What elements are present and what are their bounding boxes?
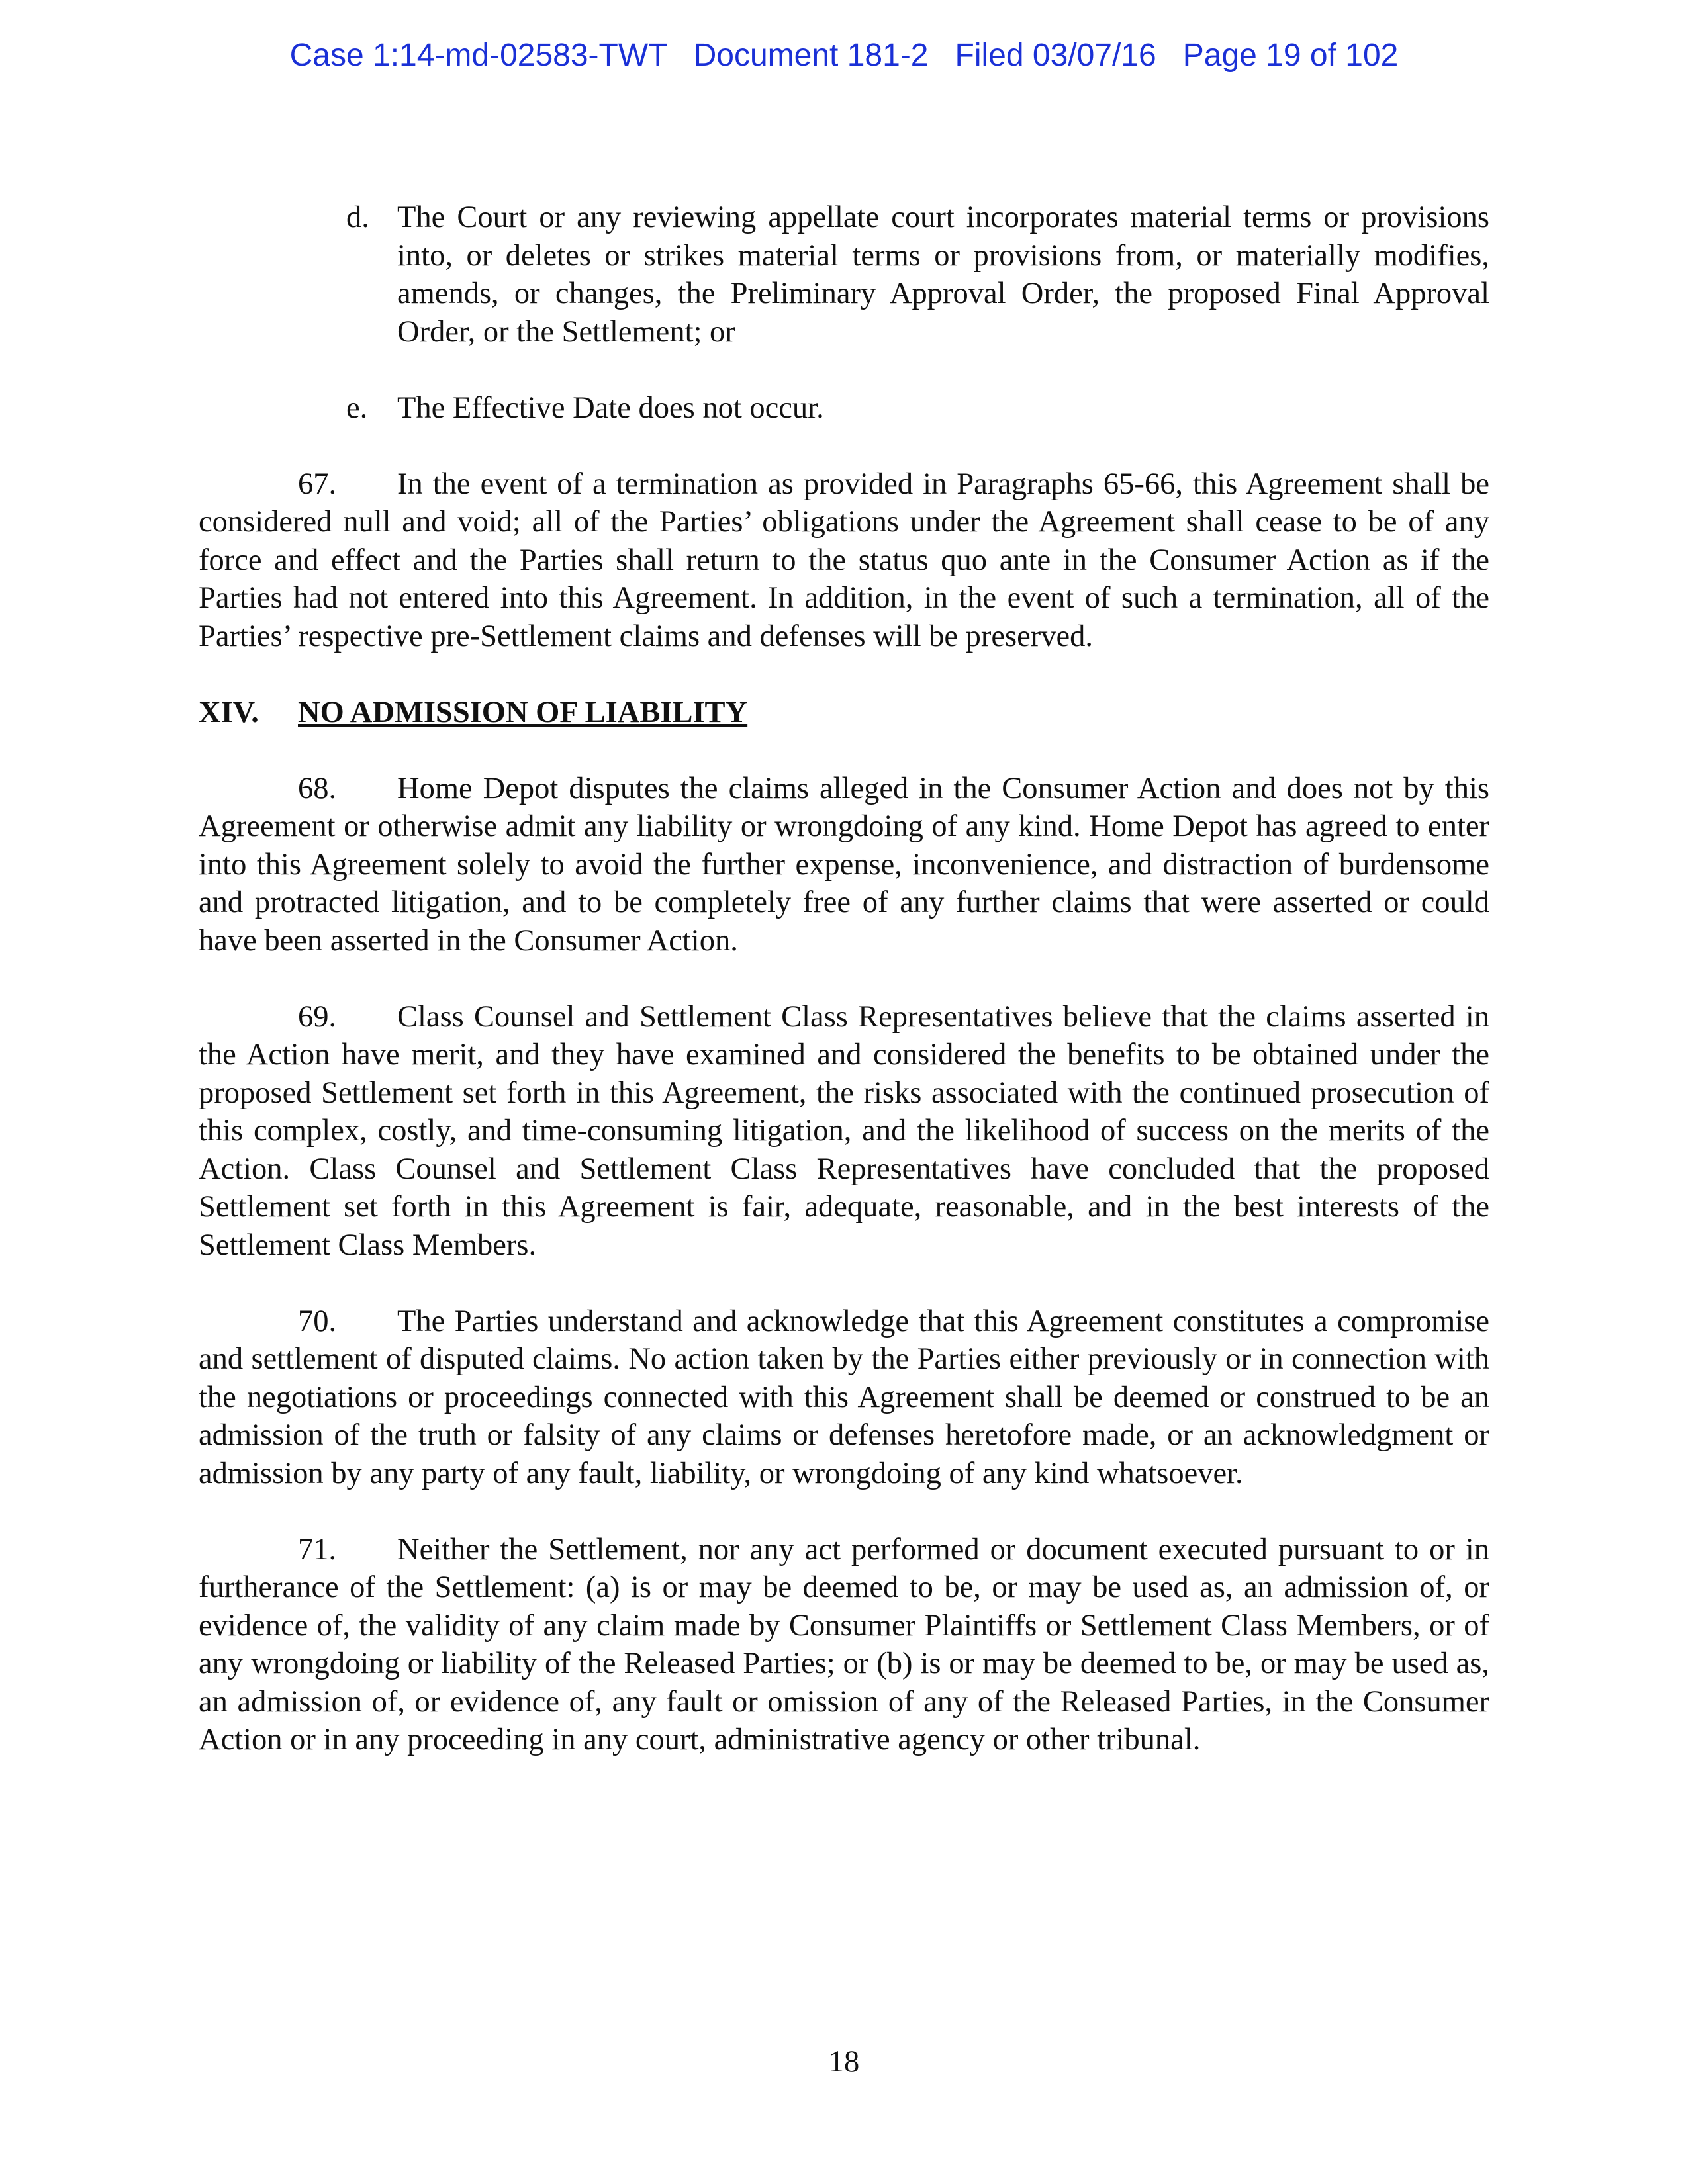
paragraph-68 (199, 770, 1489, 960)
document-body (199, 199, 1489, 1797)
case-header (0, 37, 1688, 74)
paragraph-69 (199, 998, 1489, 1265)
section-number: XIV. (199, 695, 259, 729)
header-document: Document 181-2 (693, 38, 929, 73)
list-item-text: The Effective Date does not occur. (397, 390, 824, 425)
list-item-label: e. (346, 390, 368, 425)
paragraph-71 (199, 1531, 1489, 1759)
paragraph-67 (199, 465, 1489, 656)
header-filed-date: Filed 03/07/16 (955, 38, 1156, 73)
paragraph-70 (199, 1302, 1489, 1493)
page-number: 18 (828, 2045, 860, 2079)
list-item-label: d. (346, 201, 369, 234)
paragraph-text: Class Counsel and Settlement Class Representatives believe that the claims asserted in the Action have merit, and they have examined and considered the benefits to be obtained under the proposed Settlement set forth in this Agreement, the risks associated with the continued prosecution of this complex, costly, and time-consuming litigation, and the likelihood of success on the merits of the Action. Class Counsel and Settlement Class Representatives have concluded that the proposed Settlement set forth in this Agreement is fair, adequate, reasonable, and in the best interests of the Settlement Class Members. (199, 999, 1489, 1262)
paragraph-text: In the event of a termination as provided in Paragraphs 65-66, this Agreement shall be considered null and void; all of the Parties’ obligations under the Agreement shall cease to be of any force and effect and the Parties shall return to the status quo ante in the Consumer Action as if the Parties had not entered into this Agreement. In addition, in the event of such a termination, all of the Parties’ respective pre-Settlement claims and defenses will be preserved. (199, 467, 1489, 653)
paragraph-text: Neither the Settlement, nor any act performed or document executed pursuant to or in furtherance of the Settlement: (a) is or may be deemed to be, or may be used as, an admission of, or evidence of, the validity of any claim made by Consumer Plaintiffs or Settlement Class Members, or of any wrongdoing or liability of the Released Parties; or (b) is or may be deemed to be, or may be used as, an admission of, or evidence of, any fault or omission of any of the Released Parties, in the Consumer Action or in any proceeding in any court, administrative agency or other tribunal. (199, 1532, 1489, 1756)
paragraph-number: 69. (298, 999, 337, 1034)
paragraph-number: 71. (298, 1532, 337, 1567)
paragraph-text: Home Depot disputes the claims alleged in the Consumer Action and does not by this Agreement or otherwise admit any liability or wrongdoing of any kind. Home Depot has agreed to enter into this Agreement solely to avoid the further expense, inconvenience, and distraction of burdensome and protracted litigation, and to be completely free of any further claims that were asserted or could have been asserted in the Consumer Action. (199, 771, 1489, 958)
header-page: Page 19 of 102 (1182, 38, 1399, 73)
header-case-number: Case 1:14-md-02583-TWT (289, 38, 667, 73)
paragraph-number: 68. (298, 771, 337, 805)
paragraph-number: 70. (298, 1304, 337, 1338)
section-heading (199, 694, 1489, 732)
paragraph-number: 67. (298, 467, 337, 501)
section-title: NO ADMISSION OF LIABILITY (298, 695, 748, 729)
paragraph-text: The Parties understand and acknowledge that this Agreement constitutes a compromise and settlement of disputed claims. No action taken by the Parties either previously or in connection with the negotiations or proceedings connected with this Agreement shall be deemed or construed to be an admission of the truth or falsity of any claims or defenses heretofore made, or an acknowledgment or admission by any party of any fault, liability, or wrongdoing of any kind whatsoever. (199, 1304, 1489, 1490)
list-item-d (199, 199, 1489, 351)
list-item-text: The Court or any reviewing appellate court incorporates material terms or provisions into, or deletes or strikes material terms or provisions from, or materially modifies, amends, or changes, the Preliminary Approval Order, the proposed Final Approval Order, or the Settlement; or (397, 201, 1489, 349)
list-item-e (199, 389, 1489, 428)
